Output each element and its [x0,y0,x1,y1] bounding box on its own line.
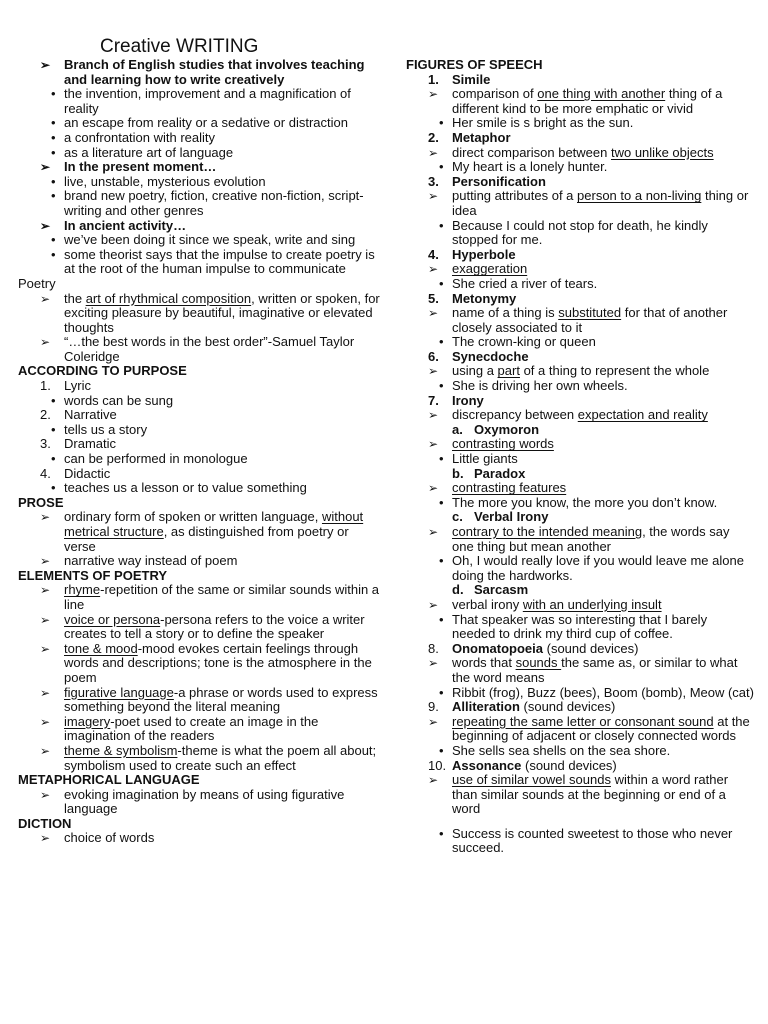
section-heading [18,496,380,511]
item-number: b. [452,465,464,481]
arrow-list-item [18,613,380,642]
text-run: name of a thing is [452,305,559,321]
text-run: of a thing to represent the whole [519,363,710,379]
underlined-text: two unlike objects [610,144,714,160]
text-run: METAPHORICAL LANGUAGE [18,772,200,788]
text-run: thing or idea [452,188,749,218]
underlined-text: sounds [515,655,562,671]
bullet-list-item [406,452,754,467]
text-run: Synecdoche [452,348,529,364]
section-heading [18,817,380,832]
underlined-text: expectation and reality [577,407,708,423]
text-run: The more you know, the more you don’t know. [452,494,718,510]
text-run: Success is counted sweetest to those who never succeed. [452,825,733,856]
arrow-list-item [18,292,380,336]
numbered-list-item [406,394,754,409]
text-run: Didactic [64,465,111,481]
text-run: live, unstable, mysterious evolution [64,173,266,189]
arrow-list-item [18,686,380,715]
bullet-list-item [18,423,380,438]
text-run: She is driving her own wheels. [452,378,628,394]
text-run: Assonance [452,757,522,773]
text-run: the invention, improvement and a magnification of reality [64,86,351,116]
bullet-list-item [406,219,754,248]
numbered-list-item [406,175,754,190]
text-run: the [64,290,86,306]
text-run: Metaphor [452,129,511,145]
numbered-list-item [406,759,754,774]
item-number: 8. [428,640,439,656]
text-run: comparison of [452,86,538,102]
arrow-list-item [406,306,754,335]
text-run: That speaker was so interesting that I barely needed to drink my third cup of coffee. [452,611,708,642]
bullet-list-item [18,233,380,248]
text-run: In the present moment… [64,159,217,175]
text-run: at the beginning of adjacent or closely connected words [452,713,750,744]
arrow-list-item [406,481,754,496]
text-run: She cried a river of tears. [452,275,598,291]
bullet-list-item [18,394,380,409]
text-run: , as distinguished from poetry or verse [64,524,349,554]
text-run: Verbal Irony [474,509,549,525]
bullet-list-item [18,131,380,146]
item-number: 4. [40,465,51,481]
item-number: 2. [428,129,439,145]
bullet-list-item [406,116,754,131]
arrow-list-item [406,408,754,423]
lettered-list-item [406,510,754,525]
arrow-list-item [18,58,380,87]
arrow-list-item [18,554,380,569]
text-run: Oxymoron [474,421,540,437]
item-number: 6. [428,348,439,364]
text-run: discrepancy between [452,407,578,423]
underlined-text: figurative language [64,684,174,700]
text-run: (sound devices) [521,757,617,773]
text-run: using a [452,363,498,379]
text-run: direct comparison between [452,144,611,160]
numbered-list-item [406,73,754,88]
text-run: (sound devices) [543,640,639,656]
arrow-list-item [406,87,754,116]
arrow-list-item [406,525,754,554]
right-column [406,58,754,856]
text-run: Onomatopoeia [452,640,544,656]
text-run: She sells sea shells on the sea shore. [452,742,671,758]
item-number: 10. [428,757,447,773]
text-run: Narrative [64,407,117,423]
arrow-list-item [406,773,754,817]
underlined-text: person to a non-living [577,188,702,204]
text-run: words can be sung [64,392,174,408]
arrow-list-item [406,598,754,613]
bullet-list-item [18,146,380,161]
numbered-list-item [406,700,754,715]
text-run: In ancient activity… [64,217,187,233]
section-label [18,277,380,292]
arrow-list-item [18,744,380,773]
text-run: -persona refers to the voice a writer creates to tell a story or to define the speaker [64,611,365,642]
text-run: (sound devices) [519,699,616,715]
arrow-list-item [406,262,754,277]
section-heading [18,569,380,584]
item-number: a. [452,421,463,437]
text-run: Lyric [64,378,91,394]
text-run: The crown-king or queen [452,334,596,350]
item-number: d. [452,582,464,598]
numbered-list-item [18,437,380,452]
underlined-text: imagery [64,713,111,729]
text-run: Metonymy [452,290,517,306]
underlined-text: without metrical structure [64,509,364,539]
bullet-list-item [18,175,380,190]
text-run: some theorist says that the impulse to create poetry is at the root of the human impulse to communicate [64,246,375,277]
bullet-list-item [406,554,754,583]
bullet-list-item [406,379,754,394]
numbered-list-item [406,350,754,365]
underlined-text: art of rhythmical composition [85,290,252,306]
text-run: can be performed in monologue [64,451,248,467]
text-run: within a word rather than similar sounds at the beginning or end of a word [452,772,729,817]
text-run: -mood evokes certain feelings through words and descriptions; tone is the atmosphere in the poem [64,640,372,685]
underlined-text: contrasting features [452,480,567,496]
text-run: Paradox [474,465,526,481]
bullet-list-item [18,452,380,467]
arrow-list-item [406,656,754,685]
underlined-text: tone & mood [64,640,138,656]
text-run: verbal irony [452,596,523,612]
item-number: 4. [428,246,439,262]
bullet-list-item [18,189,380,218]
lettered-list-item [406,583,754,598]
text-run: Oh, I would really love if you would leave me alone doing the hardworks. [452,553,744,583]
text-run: Simile [452,71,491,87]
arrow-list-item [406,437,754,452]
text-run: brand new poetry, fiction, creative non-fiction, script-writing and other genres [64,188,364,218]
numbered-list-item [406,248,754,263]
text-run: for that of another closely associated to it [452,305,728,335]
text-run: Personification [452,173,546,189]
underlined-text: use of similar vowel sounds [452,772,611,788]
section-heading [18,364,380,379]
item-number: 9. [428,699,439,715]
text-run: Alliteration [452,699,520,715]
item-text [452,422,539,437]
text-run: we’ve been doing it since we speak, write and sing [64,232,356,248]
bullet-list-item [406,744,754,759]
underlined-text: exaggeration [452,261,528,277]
arrow-list-item [18,788,380,817]
arrow-list-item [18,583,380,612]
bullet-list-item [406,613,754,642]
text-run: Little giants [452,451,518,467]
bullet-list-item [406,827,754,856]
text-run: ACCORDING TO PURPOSE [18,363,187,379]
lettered-list-item [406,423,754,438]
underlined-text: one thing with another [537,86,666,102]
numbered-list-item [406,642,754,657]
arrow-list-item [406,189,754,218]
arrow-list-item [18,642,380,686]
text-run: Branch of English studies that involves teaching and learning how to write creatively [64,57,365,87]
arrow-list-item [18,160,380,175]
item-number: 2. [40,407,51,423]
text-run: PROSE [18,494,64,510]
arrow-list-item [18,831,380,846]
document-title: Creative WRITING [100,36,259,57]
text-run: “…the best words in the best order”-Samuel Taylor Coleridge [64,334,355,364]
text-run: -a phrase or words used to express something beyond the literal meaning [64,684,378,715]
item-number: c. [452,509,463,525]
section-heading [406,58,754,73]
bullet-list-item [18,481,380,496]
text-run: -theme is what the poem all about; symbolism used to create such an effect [64,742,377,773]
arrow-list-item [18,335,380,364]
item-number: 1. [40,378,51,394]
text-run: teaches us a lesson or to value something [64,480,307,496]
arrow-list-item [406,364,754,379]
text-run: -repetition of the same or similar sounds within a line [64,582,380,612]
arrow-list-item [18,510,380,554]
left-column [18,58,380,846]
text-run: Dramatic [64,436,117,452]
text-run: Sarcasm [474,582,529,598]
underlined-text: substituted [558,305,622,321]
text-run: narrative way instead of poem [64,553,238,569]
underlined-text: theme & symbolism [64,742,178,758]
text-run: ordinary form of spoken or written language, [64,509,322,525]
item-number: 5. [428,290,439,306]
text-run: an escape from reality or a sedative or distraction [64,115,348,131]
numbered-list-item [18,379,380,394]
text-run: a confrontation with reality [64,129,216,145]
item-number: 1. [428,71,439,87]
underlined-text: part [497,363,520,379]
text-run: Irony [452,392,484,408]
text-run: as a literature art of language [64,144,234,160]
underlined-text: contrary to the intended meaning [452,524,643,539]
arrow-list-item [406,715,754,744]
text-run: evoking imagination by means of using figurative language [64,786,345,817]
numbered-list-item [18,408,380,423]
bullet-list-item [18,87,380,116]
text-run: tells us a story [64,421,148,437]
item-number: 7. [428,392,439,408]
underlined-text: with an underlying insult [522,596,662,612]
underlined-text: rhyme [64,582,101,598]
text-run: Poetry [18,275,56,291]
text-run: Because I could not stop for death, he kindly stopped for me. [452,217,708,248]
underlined-text: repeating the same letter or consonant sound [452,713,714,729]
numbered-list-item [406,131,754,146]
section-heading [18,773,380,788]
numbered-list-item [18,467,380,482]
bullet-list-item [18,248,380,277]
text-run: , written or spoken, for exciting pleasure by beautiful, imaginative or elevated thoughts [64,290,380,335]
text-run: Ribbit (frog), Buzz (bees), Boom (bomb), Meow (cat) [452,684,754,700]
item-text [452,509,548,524]
text-run: ELEMENTS OF POETRY [18,567,168,583]
item-number: 3. [40,436,51,452]
text-run: choice of words [64,830,155,846]
lettered-list-item [406,467,754,482]
arrow-list-item [18,219,380,234]
bullet-list-item [406,686,754,701]
underlined-text: contrasting words [452,436,554,452]
item-number: 3. [428,173,439,189]
text-run: words that [452,655,516,671]
bullet-list-item [406,160,754,175]
bullet-list-item [18,116,380,131]
text-run: My heart is a lonely hunter. [452,159,608,175]
text-run: , the words say one thing but mean another [452,524,730,554]
text-run: Hyperbole [452,246,516,262]
text-run: DICTION [18,815,72,831]
text-run: the same as, or similar to what the word means [452,655,738,685]
numbered-list-item [406,292,754,307]
underlined-text: voice or persona [64,611,161,627]
bullet-list-item [406,496,754,511]
text-run: thing of a different kind to be more emphatic or vivid [452,86,723,116]
bullet-list-item [406,335,754,350]
arrow-list-item [406,146,754,161]
text-run: putting attributes of a [452,188,578,204]
text-run: FIGURES OF SPEECH [406,57,543,72]
text-run: Her smile is s bright as the sun. [452,115,634,131]
text-run: -poet used to create an image in the imagination of the readers [64,713,319,744]
arrow-list-item [18,715,380,744]
bullet-list-item [406,277,754,292]
